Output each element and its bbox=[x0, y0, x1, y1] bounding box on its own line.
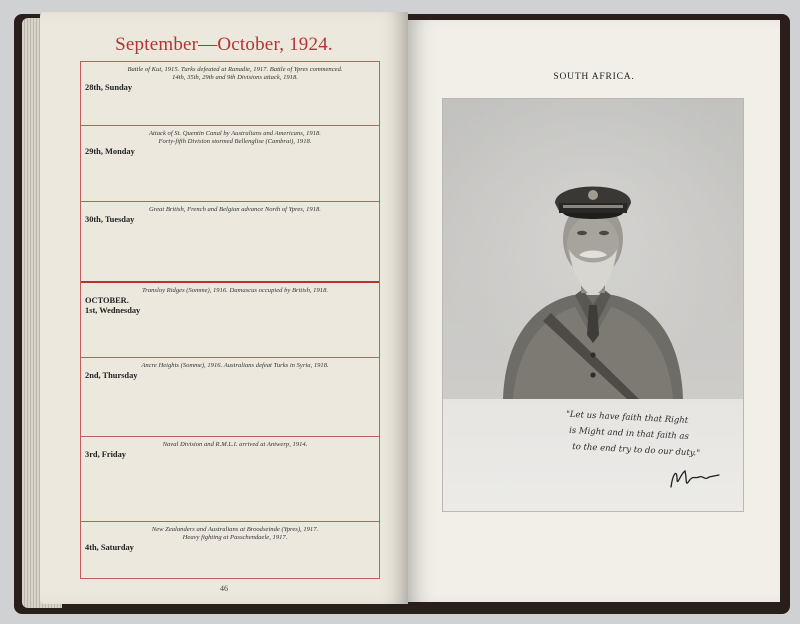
left-page bbox=[40, 12, 408, 604]
diary-day-28 bbox=[81, 62, 379, 125]
diary-day-oct-3 bbox=[81, 436, 379, 522]
day-events: Ancre Heights (Somme), 1916. Australians defeat Turks in Syria, 1918. bbox=[141, 362, 329, 369]
day-events: Attack of St. Quentin Canal by Australians and Americans, 1918. Forty-fifth Division stormed Bellenglise (Cambrai), 1918. bbox=[149, 130, 321, 145]
day-label: 30th, Tuesday bbox=[85, 215, 135, 224]
day-events: Great British, French and Belgian advance North of Ypres, 1918. bbox=[149, 206, 321, 213]
day-events: Transloy Ridges (Somme), 1916. Damascus occupied by British, 1918. bbox=[141, 287, 329, 294]
day-label: 4th, Saturday bbox=[85, 543, 134, 552]
day-label: OCTOBER. 1st, Wednesday bbox=[85, 296, 141, 315]
day-label: 28th, Sunday bbox=[85, 83, 133, 92]
day-label: 2nd, Thursday bbox=[85, 371, 138, 380]
portrait-plate bbox=[442, 98, 744, 512]
diary-day-oct-4 bbox=[81, 521, 379, 579]
right-page bbox=[408, 20, 780, 602]
diary-day-oct-2 bbox=[81, 357, 379, 437]
signature-icon bbox=[665, 465, 725, 493]
month-heading: September—October, 1924. bbox=[115, 34, 333, 55]
handwritten-quote: "Let us have faith that Right is Might and in that faith as to the end try to do our duty." bbox=[565, 409, 701, 459]
day-events: New Zealanders and Australians at Broodseinde (Ypres), 1917. Heavy fighting at Passchendaele, 1917. bbox=[151, 526, 319, 541]
diary-day-30 bbox=[81, 201, 379, 282]
plate-caption: SOUTH AFRICA. bbox=[553, 72, 635, 82]
diary-grid bbox=[80, 61, 380, 579]
day-label: 3rd, Friday bbox=[85, 450, 126, 459]
diary-day-29 bbox=[81, 125, 379, 202]
day-events: Battle of Kut, 1915. Turks defeated at Ranadie, 1917. Battle of Ypres commenced. 14th, 35th, 29th and 9th Divisions attack, 1918. bbox=[127, 66, 343, 81]
day-label: 29th, Monday bbox=[85, 147, 135, 156]
day-events: Naval Division and R.M.L.I. arrived at Antwerp, 1914. bbox=[162, 441, 308, 448]
diary-day-oct-1 bbox=[81, 281, 379, 359]
page-number: 46 bbox=[220, 584, 228, 593]
